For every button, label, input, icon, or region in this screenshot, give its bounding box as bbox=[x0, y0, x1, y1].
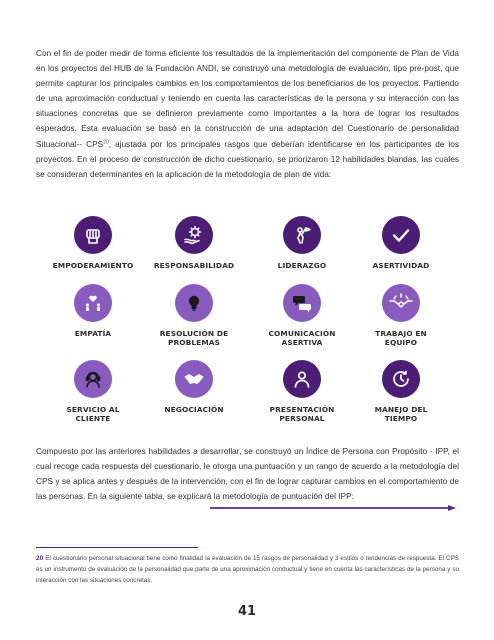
flag-person-icon bbox=[283, 216, 321, 254]
skill-asertividad bbox=[341, 216, 461, 270]
person-icon bbox=[283, 360, 321, 398]
intro-text: Con el fin de poder medir de forma eficiente los resultados de la implementación del componente de Plan de Vida en los proyectos del HUB de la Fundación ANDI, se construyó una metodología de evaluación, tipo pre-post, que permite capturar los principales cambios en los comportamientos de los beneficiarios de los proyectos. Partiendo de una aproximación conductual y teniendo en cuenta las características de la persona y su interacción con las situaciones concretas que se definieron previamente como importantes a la hora de lograr los resultados esperados. Esta evaluación se basó en la construcción de una adaptación del Cuestionario de personalidad Situacional-- CPS bbox=[36, 49, 459, 149]
skill-negociacion bbox=[134, 360, 254, 414]
gear-hand-icon bbox=[175, 216, 213, 254]
skill-manejo-del-tiempo bbox=[341, 360, 461, 423]
skill-responsabilidad bbox=[134, 216, 254, 270]
arrow-right-icon bbox=[210, 505, 456, 511]
footnote-text: El cuestionario personal situacional tiene como finalidad la evaluación de 15 rasgos de personalidad y 3 estilos o tendencias de respuesta. El CPS es un instrumento de evaluación de la personalidad que parte de una aproximación conductual y tiene en cuenta las características de la persona y su interacción con las situaciones concretas. bbox=[36, 555, 460, 584]
chat-bubbles-icon bbox=[283, 284, 321, 322]
skill-label: LIDERAZGO bbox=[277, 261, 327, 270]
headset-agent-icon bbox=[74, 360, 112, 398]
skill-label: EMPATÍA bbox=[74, 329, 112, 338]
footnote-reference[interactable]: 20 bbox=[103, 138, 109, 145]
skill-label: RESOLUCIÓN DE PROBLEMAS bbox=[159, 329, 229, 347]
footnote bbox=[36, 553, 459, 586]
skill-label: TRABAJO EN EQUIPO bbox=[375, 329, 427, 347]
clock-icon bbox=[382, 360, 420, 398]
skill-label: NEGOCIACIÓN bbox=[164, 405, 224, 414]
footnote-number: 20 bbox=[36, 555, 44, 562]
checkmark-icon bbox=[382, 216, 420, 254]
outro-paragraph: Compuesto por las anteriores habilidades a desarrollar, se construyó un Índice de Persona con Propósito - IPP, el cual recoge cada respuesta del cuestionario, le otorga una puntuación y un rango de acuerdo a la metodología del CPS y se aplica antes y después de la intervención, con el fin de lograr capturar cambios en el comportamiento de las personas. En la siguiente tabla, se explicará la metodología de puntuación del IPP: bbox=[36, 447, 459, 502]
skill-resolucion-de-problemas bbox=[134, 284, 254, 347]
page-number: 41 bbox=[237, 604, 257, 619]
heart-people-icon bbox=[74, 284, 112, 322]
skill-label: PRESENTACIÓN PERSONAL bbox=[269, 405, 335, 423]
raised-fist-icon bbox=[74, 216, 112, 254]
skill-label: ASERTIVIDAD bbox=[372, 261, 430, 270]
soft-skills-grid bbox=[36, 216, 459, 436]
intro-paragraph bbox=[36, 46, 459, 182]
footnote-divider bbox=[36, 547, 198, 548]
skill-label: EMPODERAMIENTO bbox=[52, 261, 134, 270]
handshake-icon bbox=[382, 284, 420, 322]
lightbulb-icon bbox=[175, 284, 213, 322]
intro-text-continued: , ajustada por los principales rasgos que deberían identificarse en los participantes de los proyectos. En el proceso de construcción de dicho cuestionario, se priorizaron 12 habilidades blandas, las cuales se consideran determinantes en la aplicación de la metodología de plan de vida: bbox=[36, 139, 459, 179]
skill-label: MANEJO DEL TIEMPO bbox=[374, 405, 428, 423]
skill-label: COMUNICACIÓN ASERTIVA bbox=[268, 329, 336, 347]
skill-label: RESPONSABILIDAD bbox=[153, 261, 235, 270]
handshake-icon bbox=[175, 360, 213, 398]
skill-trabajo-en-equipo bbox=[341, 284, 461, 347]
skill-label: SERVICIO AL CLIENTE bbox=[66, 405, 120, 423]
